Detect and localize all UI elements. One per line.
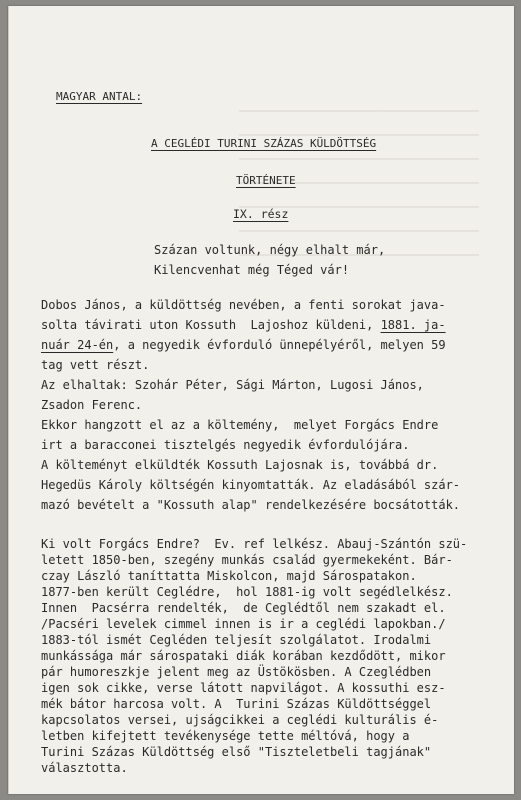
text-line: mazó bevételt a "Kossuth alap" rendelkezésére bocsátották.: [41, 498, 461, 512]
date-underlined: 1881. ja-: [380, 318, 446, 332]
text-line: /Pacséri levelek cimmel innen is ir a ceglédi lapokban./: [41, 617, 446, 631]
document-title: A CEGLÉDI TURINI SZÁZAS KÜLDÖTTSÉG: [151, 137, 377, 150]
text-line: nuár 24-én, a negyedik évforduló ünnepélyéről, melyen 59: [41, 338, 446, 352]
text-line: 1877-ben került Ceglédre, hol 1881-ig volt segédlelkész.: [41, 585, 453, 599]
text-line: Hegedüs Károly költségén kinyomtatták. Az eladásából szár-: [41, 478, 461, 492]
text-line: Turini Százas Küldöttség első "Tiszteletbeli tagjának": [41, 745, 432, 759]
text-line: igen sok cikke, verse látott napvilágot. A kossuthi esz-: [41, 681, 446, 695]
text-line: mék bátor harcosa volt. A Turini Százas Küldöttséggel: [41, 697, 432, 711]
text-line: solta távirati uton Kossuth Lajoshoz küldeni, 1881. ja-: [41, 318, 446, 332]
text-line: letett 1850-ben, szegény munkás család gyermekeként. Bár-: [41, 553, 453, 567]
text-line: czay László taníttatta Miskolcon, majd Sárospatakon.: [41, 569, 417, 583]
text-line: pár humoreszkje jelent meg az Üstökösben. A Czeglédben: [41, 665, 432, 679]
author-line: MAGYAR ANTAL:: [56, 90, 143, 103]
verse-line: Kilencvenhat még Téged vár!: [154, 263, 350, 277]
text-line: A költeményt elküldték Kossuth Lajosnak is, továbbá dr.: [41, 458, 439, 472]
text-line: Ki volt Forgács Endre? Ev. ref lelkész. Abauj-Szántón szü-: [41, 537, 468, 551]
text-line: irt a baracconei tisztelgés negyedik évfordulójára.: [41, 438, 410, 452]
text-line: munkássága már sárospataki diák korában kezdődött, mikor: [41, 649, 446, 663]
text-line: tag vett részt.: [41, 358, 150, 372]
text-line: választotta.: [41, 761, 128, 775]
text-line: kapcsolatos versei, ujságcikkei a ceglédi kulturális é-: [41, 713, 439, 727]
text-line: Zsadon Ferenc.: [41, 398, 143, 412]
text-line: Ekkor hangzott el az a költemény, melyet Forgács Endre: [41, 418, 439, 432]
text-line: letben kifejtett tevékenysége tette méltóvá, hogy a: [41, 729, 410, 743]
text-line: Innen Pacsérra rendelték, de Ceglédtől nem szakadt el.: [41, 601, 446, 615]
text-line: Dobos János, a küldöttség nevében, a fenti sorokat java-: [41, 298, 446, 312]
text-line: Az elhaltak: Szohár Péter, Sági Márton, Lugosi János,: [41, 378, 424, 392]
date-underlined: nuár 24-én: [41, 338, 114, 352]
verse-line: Százan voltunk, négy elhalt már,: [154, 243, 386, 257]
typewritten-page: [8, 6, 514, 794]
text-line: 1883-tól ismét Cegléden teljesít szolgálatot. Irodalmi: [41, 633, 432, 647]
part-number: IX. rész: [233, 207, 289, 221]
document-subtitle: TÖRTÉNETE: [236, 174, 296, 187]
